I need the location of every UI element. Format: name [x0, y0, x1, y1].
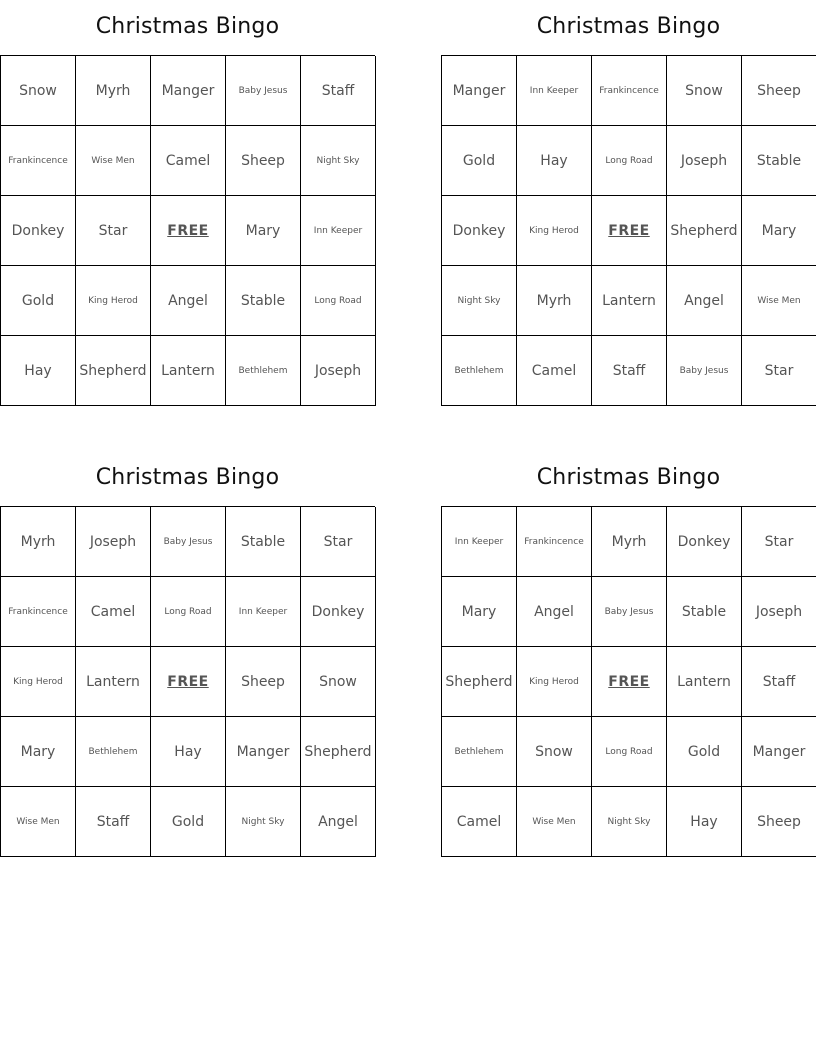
- bingo-cell: Stable: [226, 266, 301, 336]
- bingo-cell: Staff: [76, 787, 151, 857]
- bingo-cell: Long Road: [592, 717, 667, 787]
- bingo-cell: Lantern: [592, 266, 667, 336]
- bingo-cell: Wise Men: [1, 787, 76, 857]
- card-title: Christmas Bingo: [536, 465, 721, 490]
- bingo-cell: Inn Keeper: [226, 577, 301, 647]
- bingo-cell: Sheep: [226, 647, 301, 717]
- bingo-cell: Night Sky: [442, 266, 517, 336]
- bingo-cell: Hay: [151, 717, 226, 787]
- bingo-cell: Bethlehem: [442, 717, 517, 787]
- bingo-cell: King Herod: [76, 266, 151, 336]
- bingo-cell: Myrh: [592, 507, 667, 577]
- bingo-cell: Snow: [1, 56, 76, 126]
- bingo-cell: Gold: [151, 787, 226, 857]
- bingo-card: [441, 451, 816, 857]
- bingo-cell: King Herod: [517, 647, 592, 717]
- bingo-cell: Donkey: [667, 507, 742, 577]
- bingo-cell: Mary: [742, 196, 816, 266]
- card-title: Christmas Bingo: [95, 14, 280, 39]
- bingo-cell: Inn Keeper: [517, 56, 592, 126]
- bingo-cell: Shepherd: [667, 196, 742, 266]
- bingo-card: [0, 0, 375, 406]
- bingo-cell: Star: [742, 507, 816, 577]
- bingo-card: [0, 451, 375, 857]
- bingo-cell: Staff: [742, 647, 816, 717]
- bingo-cell: Bethlehem: [442, 336, 517, 406]
- bingo-cell: Donkey: [442, 196, 517, 266]
- bingo-cell: Shepherd: [301, 717, 376, 787]
- bingo-cell: Bethlehem: [226, 336, 301, 406]
- bingo-cell: Manger: [151, 56, 226, 126]
- bingo-cell: Myrh: [1, 507, 76, 577]
- bingo-cell: Baby Jesus: [667, 336, 742, 406]
- bingo-cell: Night Sky: [301, 126, 376, 196]
- card-title: Christmas Bingo: [95, 465, 280, 490]
- bingo-cell: Long Road: [301, 266, 376, 336]
- bingo-cell: Frankincence: [517, 507, 592, 577]
- bingo-cell: Wise Men: [517, 787, 592, 857]
- bingo-cell: Camel: [151, 126, 226, 196]
- bingo-cell: Sheep: [742, 787, 816, 857]
- bingo-cell: Camel: [517, 336, 592, 406]
- free-space: FREE: [592, 196, 667, 266]
- bingo-cell: Frankincence: [1, 126, 76, 196]
- bingo-cell: Mary: [442, 577, 517, 647]
- bingo-cell: Gold: [667, 717, 742, 787]
- free-space: FREE: [151, 196, 226, 266]
- bingo-cell: Night Sky: [592, 787, 667, 857]
- bingo-cell: Angel: [301, 787, 376, 857]
- bingo-cell: Manger: [442, 56, 517, 126]
- bingo-cell: Star: [301, 507, 376, 577]
- bingo-cell: Sheep: [742, 56, 816, 126]
- bingo-cell: Staff: [301, 56, 376, 126]
- bingo-cell: Inn Keeper: [442, 507, 517, 577]
- bingo-cell: Donkey: [301, 577, 376, 647]
- bingo-cell: Angel: [667, 266, 742, 336]
- bingo-cell: Gold: [1, 266, 76, 336]
- bingo-cell: Donkey: [1, 196, 76, 266]
- bingo-cell: Stable: [667, 577, 742, 647]
- bingo-cell: Lantern: [667, 647, 742, 717]
- bingo-cell: King Herod: [1, 647, 76, 717]
- bingo-cell: Snow: [517, 717, 592, 787]
- bingo-cell: Mary: [1, 717, 76, 787]
- bingo-cell: Wise Men: [742, 266, 816, 336]
- bingo-grid: [441, 55, 816, 406]
- bingo-cell: Long Road: [151, 577, 226, 647]
- bingo-cell: Sheep: [226, 126, 301, 196]
- bingo-cell: Joseph: [742, 577, 816, 647]
- bingo-cell: Stable: [226, 507, 301, 577]
- bingo-cell: Hay: [1, 336, 76, 406]
- bingo-grid: [441, 506, 816, 857]
- bingo-cell: Snow: [301, 647, 376, 717]
- bingo-cell: Lantern: [76, 647, 151, 717]
- bingo-cell: Myrh: [76, 56, 151, 126]
- bingo-cell: Camel: [76, 577, 151, 647]
- bingo-cell: Long Road: [592, 126, 667, 196]
- bingo-cell: Shepherd: [76, 336, 151, 406]
- free-space: FREE: [151, 647, 226, 717]
- bingo-cell: Shepherd: [442, 647, 517, 717]
- bingo-cell: Baby Jesus: [151, 507, 226, 577]
- bingo-cell: Frankincence: [1, 577, 76, 647]
- bingo-cell: Snow: [667, 56, 742, 126]
- card-title: Christmas Bingo: [536, 14, 721, 39]
- bingo-grid: [0, 506, 375, 857]
- bingo-cell: Hay: [667, 787, 742, 857]
- bingo-cell: Gold: [442, 126, 517, 196]
- bingo-cell: Manger: [742, 717, 816, 787]
- bingo-cell: Baby Jesus: [226, 56, 301, 126]
- bingo-cell: King Herod: [517, 196, 592, 266]
- bingo-cell: Manger: [226, 717, 301, 787]
- bingo-cell: Night Sky: [226, 787, 301, 857]
- bingo-cell: Stable: [742, 126, 816, 196]
- bingo-cell: Star: [742, 336, 816, 406]
- bingo-cell: Bethlehem: [76, 717, 151, 787]
- bingo-grid: [0, 55, 375, 406]
- bingo-cell: Star: [76, 196, 151, 266]
- bingo-cell: Angel: [151, 266, 226, 336]
- bingo-cell: Myrh: [517, 266, 592, 336]
- bingo-cell: Joseph: [76, 507, 151, 577]
- bingo-cell: Inn Keeper: [301, 196, 376, 266]
- bingo-cell: Mary: [226, 196, 301, 266]
- bingo-cell: Wise Men: [76, 126, 151, 196]
- bingo-cell: Camel: [442, 787, 517, 857]
- bingo-cell: Joseph: [667, 126, 742, 196]
- bingo-cell: Joseph: [301, 336, 376, 406]
- bingo-cell: Frankincence: [592, 56, 667, 126]
- bingo-cell: Angel: [517, 577, 592, 647]
- bingo-cell: Baby Jesus: [592, 577, 667, 647]
- bingo-cell: Hay: [517, 126, 592, 196]
- bingo-cell: Lantern: [151, 336, 226, 406]
- bingo-card: [441, 0, 816, 406]
- bingo-cell: Staff: [592, 336, 667, 406]
- free-space: FREE: [592, 647, 667, 717]
